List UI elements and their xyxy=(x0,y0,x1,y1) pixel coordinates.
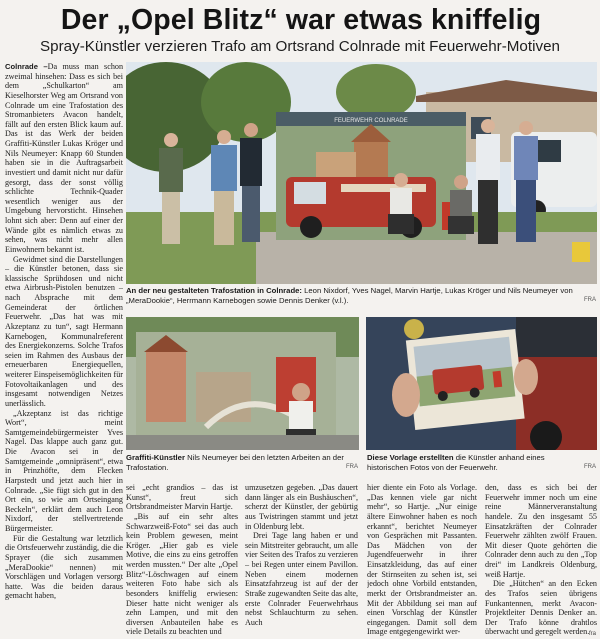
trafo-sign: FEUERWEHR COLNRADE xyxy=(334,118,408,124)
template-photo xyxy=(366,317,597,450)
article-paragraph: Für die Gestaltung war letztlich die Ortsfeuerwehr zuständig, die die Sprayer (die sich zusammen „MeraDookie“ nennen) mit Vorschlägen und Vorlagen versorgt hatte. Was die beiden daraus gemacht haben, xyxy=(5,533,123,601)
subheadline: Spray-Künstler verzieren Trafo am Ortsrand Colnrade mit Feuerwehr-Motiven xyxy=(40,38,560,55)
main-caption-text: Leon Nixdorf, Yves Nagel, Marvin Hartje, Lukas Kröger und Nils Neumeyer von „MeraDookie“, Herrmann Karnebogen sowie Dennis Denker (v.l.). xyxy=(126,286,573,305)
article-paragraph: „Bis auf ein sehr altes Schwarzweiß-Foto“ sei das auch kein Problem gewesen, meint Kröger. „Hier gab es viele Motive, die eins zu eins getroffen werden mussten.“ Der alte „Opel Blitz“-Löschwagen auf einem weiteren Foto habe sich als besonders kniffelig erwiesen: Dieser hatte nicht weniger als zehn Lampen, und mit den diversen Anbauteilen habe es viele Details zu beachten und xyxy=(126,511,238,637)
article-lead-text: Da muss man schon zweimal hinsehen: Dass es sich bei dem „Schulkarton“ am Kieselhorster Weg am Ortsrand von Colnrade um eine Trafostation des Stromanbieters Avacon handelt, fällt auf den ersten Blick kaum auf. Das ist das Werk der beiden Graffiti-Künstler Lukas Kröger und Nils Neumeyer: Knapp 60 Stunden haben sie in die Auftragsarbeit investiert und damit nicht nur dafür gesorgt, dass der sonst völlig schlichte Technik-Quader wesentlich weniger aus der Umgebung hervorsticht. Hinsehen lohnt sich aber: Denn auf einer der Wände gibt es nämlich etwas zu sehen, was nicht mehr allen Einwohnern bekannt ist. xyxy=(5,62,123,254)
article-paragraph: Drei Tage lang haben er und sein Mitstreiter gebraucht, um alle vier Seiten des Trafos zu verzieren – bei Regen unter einem Pavillon. Neben einem modernen Einsatzfahrzeug ist auf der der Straße zugewandten Seite das alte, erste Colnrader Feuerwehrhaus nebst Schlauchturm zu sehen. Auch xyxy=(245,531,358,627)
template-photo-credit: FRA xyxy=(584,464,596,470)
template-caption-text: die Künstler anhand eines historischen Fotos von der Feuerwehr. xyxy=(367,453,545,472)
article-column-4 xyxy=(367,483,477,639)
template-photo-caption xyxy=(367,453,582,472)
article-paragraph xyxy=(5,62,123,255)
artist-caption-text: Nils Neumeyer bei den letzten Arbeiten an der Trafostation. xyxy=(126,453,344,472)
article-column-3 xyxy=(245,483,358,639)
artist-photo-credit: FRA xyxy=(346,464,358,470)
headline: Der „Opel Blitz“ war etwas kniffelig xyxy=(60,4,542,36)
main-caption-bold: An der neu gestalteten Trafostation in Colnrade: xyxy=(126,286,302,295)
article-column-5 xyxy=(485,483,597,639)
article-paragraph: den, dass es sich bei der Feuerwehr immer noch um eine reine Männerveranstaltung handele. Zu den insgesamt 55 Einsatzkräften der Colnrader Feuerwehr zählten zwölf Frauen. Mit dieser Quote gehörten die Colnrader denn auch zu den „Top drei“ im Landkreis Oldenburg, weiß Hartje. xyxy=(485,483,597,579)
artist-photo xyxy=(126,317,359,450)
main-photo-caption xyxy=(126,286,582,305)
article-paragraph: hier diente ein Foto als Vorlage. „Das kennen viele gar nicht mehr“, so Hartje. „Nur einige ältere Einwohner haben es noch erkannt“, berichtet Neumeyer von Gesprächen mit Passanten. Das Mädchen von der Jugendfeuerwehr in ihrer Einsatzkleidung, das auf einer der Stirnseiten zu sehen ist, sei jedoch ohne Vorbild entstanden, merkt der Ortsbrandmeister an. Mit der Abbildung sei man auf einen Vorschlag der Künstler eingegangen. Damit soll dem Image entgegengewirkt wer- xyxy=(367,483,477,637)
author-signature: fra xyxy=(588,631,596,637)
article-paragraph: „Akzeptanz ist das richtige Wort“, meint Samtgemeindebürgermeister Yves Nagel. Das klappe auch ganz gut. Die Avacon sei in der Samtgemeinde „omnipräsent“, etwa in Prinzhöfte, dem Flecken Harpstedt und jetzt auch hier in Colnrade. „Sie fügt sich gut in den Ort ein, so wie am Ortseingang Beckeln“, erklärt dem auch Leon Nixdorf, der stellvertretende Bürgermeister. xyxy=(5,408,123,533)
article-paragraph: Gewidmet sind die Darstellungen – die Künstler betonen, dass sie klassische Sprühdosen und nicht etwa Airbrush-Pistolen benutzen – nach Absprache mit dem Gemeinderat der örtlichen Feuerwehr. „Das hat was mit Akzeptanz zu tun“, sagt Hermann Karnebogen, Kommunalreferent des Energiekonzerns. Solche Trafos seien im Rahmen des Ausbaus der erneuerbaren Energiequellen, weiterer Einspeisemöglichkeiten für Fotovoltaikanlagen und des insgesamt notwendigen Netzes unerlässlich. xyxy=(5,254,123,408)
article-paragraph: sei „echt grandios – das ist Kunst“, freut sich Ortsbrandmeister Marvin Hartje. xyxy=(126,483,238,512)
artist-photo-caption xyxy=(126,453,348,472)
article-column-2 xyxy=(126,483,238,639)
main-photo-credit: FRA xyxy=(584,297,596,303)
artist-caption-bold: Graffiti-Künstler xyxy=(126,453,185,462)
article-paragraph: umzusetzen gegeben. „Das dauert dann länger als ein Bushäuschen“, scherzt der Künstler, der gebürtig aus Twistringen stammt und jetzt in Oldenburg lebt. xyxy=(245,483,358,531)
main-photo xyxy=(126,62,597,284)
article-paragraph: Die „Hütchen“ an den Ecken des Trafos seien übrigens Funkantennen, merkt Avacon-Projektleiter Dennis Denker an. Der Trafo könne drahtlos überwacht und geregelt werden. xyxy=(485,579,597,637)
article-dateline: Colnrade – xyxy=(5,62,48,71)
article-column-1 xyxy=(5,62,123,639)
template-caption-bold: Diese Vorlage erstellten xyxy=(367,453,454,462)
